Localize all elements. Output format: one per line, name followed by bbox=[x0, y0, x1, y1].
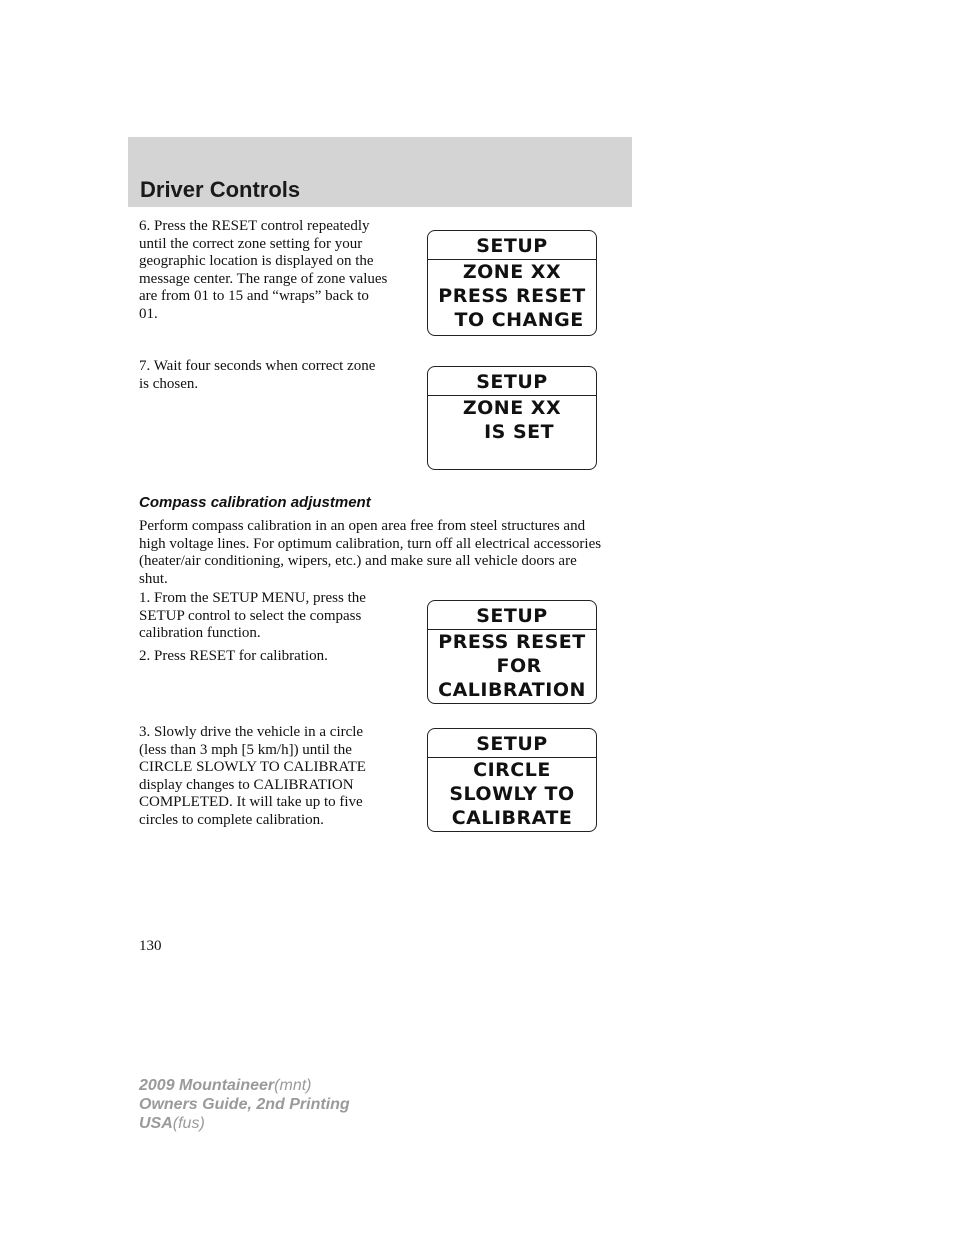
lcd-line: PRESS RESET bbox=[438, 285, 586, 307]
section-title: Driver Controls bbox=[140, 177, 301, 202]
lcd-display-zone-set bbox=[427, 366, 597, 470]
page-number: 130 bbox=[139, 938, 162, 954]
calibration-intro-text: Perform compass calibration in an open area free from steel structures and high voltage lines. For optimum calibration, turn off all electrical accessories (heater/air conditioning, wipers, etc.) and make sure all vehicle doors are shut. bbox=[139, 518, 602, 587]
footer-model-code: (mnt) bbox=[274, 1077, 312, 1094]
lcd-display-circle-slowly bbox=[427, 728, 597, 832]
lcd-line: TO CHANGE bbox=[440, 309, 584, 331]
footer-market: USA bbox=[139, 1115, 173, 1132]
lcd-divider bbox=[428, 259, 596, 260]
lcd-divider bbox=[428, 757, 596, 758]
lcd-title: SETUP bbox=[476, 371, 548, 393]
lcd-line: ZONE XX bbox=[462, 261, 562, 283]
lcd-line: IS SET bbox=[469, 421, 555, 443]
step-7-text: 7. Wait four seconds when correct zone is chosen. bbox=[139, 358, 376, 392]
step-3-text: 3. Slowly drive the vehicle in a circle (less than 3 mph [5 km/h]) until the CIRCLE SLOWLY TO CALIBRATE display changes to CALIBRATION COMPLETED. It will take up to five circles to complete calibration. bbox=[139, 724, 366, 828]
document-footer bbox=[139, 1076, 350, 1133]
lcd-divider bbox=[428, 395, 596, 396]
lcd-line: PRESS RESET bbox=[438, 631, 586, 653]
section-subheading: Compass calibration adjustment bbox=[139, 494, 371, 511]
lcd-line: ZONE XX bbox=[462, 397, 562, 419]
lcd-line: FOR bbox=[482, 655, 542, 677]
footer-market-code: (fus) bbox=[172, 1115, 205, 1132]
lcd-line: SLOWLY TO bbox=[449, 783, 575, 805]
footer-edition: Owners Guide, 2nd Printing bbox=[139, 1096, 350, 1113]
step-1-text: 1. From the SETUP MENU, press the SETUP control to select the compass calibration function. bbox=[139, 590, 366, 641]
lcd-line: CIRCLE bbox=[473, 759, 551, 781]
footer-model: 2009 Mountaineer bbox=[139, 1077, 275, 1094]
lcd-line: CALIBRATION bbox=[438, 679, 586, 701]
lcd-line: CALIBRATE bbox=[451, 807, 573, 829]
lcd-divider bbox=[428, 629, 596, 630]
step-6-text: 6. Press the RESET control repeatedly until the correct zone setting for your geographic location is displayed on the message center. The range of zone values are from 01 to 15 and “wraps” back to 01. bbox=[139, 218, 388, 322]
step-2-text: 2. Press RESET for calibration. bbox=[139, 648, 328, 664]
lcd-display-zone-change bbox=[427, 230, 597, 336]
section-header-band bbox=[128, 137, 632, 207]
lcd-title: SETUP bbox=[476, 605, 548, 627]
lcd-title: SETUP bbox=[476, 235, 548, 257]
lcd-title: SETUP bbox=[476, 733, 548, 755]
lcd-display-press-reset-calibration bbox=[427, 600, 597, 704]
